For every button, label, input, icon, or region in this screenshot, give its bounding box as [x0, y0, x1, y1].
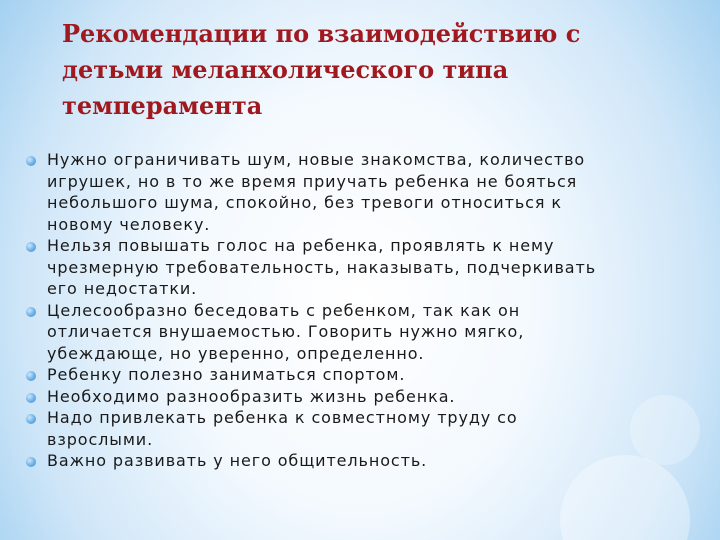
- round-bullet-icon: [26, 393, 36, 403]
- list-item-line: Важно развивать у него общительность.: [47, 451, 428, 470]
- list-item-line: отличается внушаемостью. Говорить нужно мягко,: [47, 322, 525, 341]
- round-bullet-icon: [26, 242, 36, 252]
- list-item-line: Нужно ограничивать шум, новые знакомства, количество: [47, 150, 586, 169]
- list-item-line: Нельзя повышать голос на ребенка, проявлять к нему: [47, 236, 555, 255]
- list-item-line: его недостатки.: [47, 279, 198, 298]
- list-item-line: взрослыми.: [47, 429, 154, 449]
- round-bullet-icon: [26, 371, 36, 381]
- list-item-line: Необходимо разнообразить жизнь ребенка.: [47, 386, 456, 406]
- slide-title-line: Рекомендации по взаимодействию с: [62, 19, 581, 48]
- round-bullet-icon: [26, 457, 36, 467]
- recommendation-list: [26, 149, 694, 472]
- list-item: [26, 386, 694, 408]
- slide-title-line: темперамента: [62, 91, 263, 120]
- list-item: [26, 450, 694, 472]
- list-item: [26, 149, 694, 235]
- list-item-line: новому человеку.: [47, 214, 211, 234]
- list-item: [26, 407, 694, 450]
- list-item: [26, 300, 694, 365]
- list-item-line: Ребенку полезно заниматься спортом.: [47, 365, 406, 384]
- list-item-line: Целесообразно беседовать с ребенком, так как он: [47, 300, 521, 320]
- list-item-line: чрезмерную требовательность, наказывать, подчеркивать: [47, 257, 597, 277]
- slide-title: [62, 16, 662, 124]
- round-bullet-icon: [26, 414, 36, 424]
- list-item: [26, 364, 694, 386]
- list-item-line: игрушек, но в то же время приучать ребенка не бояться: [47, 171, 578, 191]
- slide-title-line: детьми меланхолического типа: [62, 55, 509, 84]
- list-item-line: Надо привлекать ребенка к совместному труду со: [47, 408, 518, 427]
- round-bullet-icon: [26, 156, 36, 166]
- list-item-line: небольшого шума, спокойно, без тревоги относиться к: [47, 193, 562, 212]
- list-item-line: убеждающе, но уверенно, определенно.: [47, 343, 425, 363]
- list-item: [26, 235, 694, 300]
- round-bullet-icon: [26, 307, 36, 317]
